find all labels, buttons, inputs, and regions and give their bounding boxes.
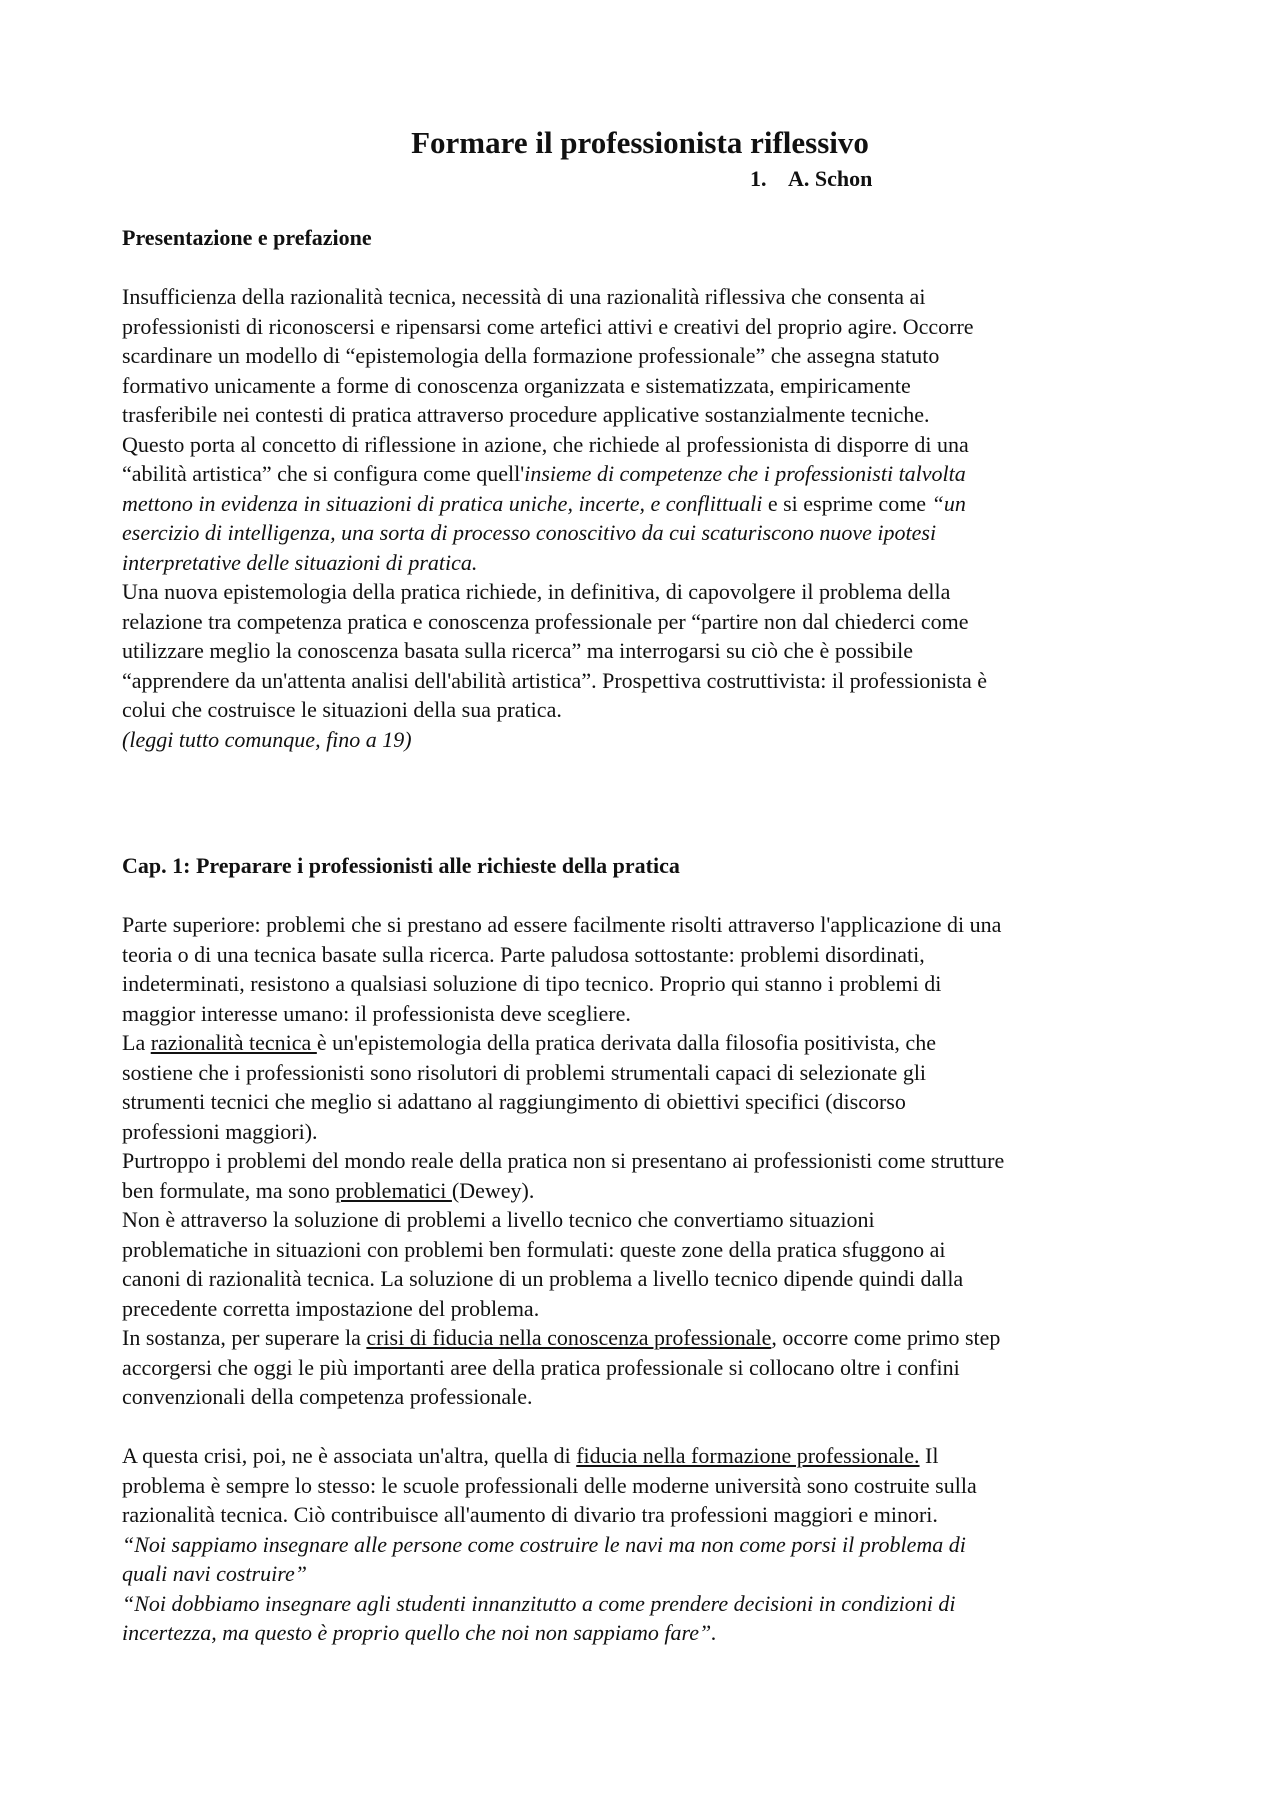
section-body-presentazione <box>122 282 1172 754</box>
paragraph-soluzione-problemi <box>122 1205 1172 1323</box>
text-line: relazione tra competenza pratica e conoscenza professionale per “partire non dal chiederci come <box>122 608 969 634</box>
text-run: è un'epistemologia della pratica derivata dalla filosofia positivista, che <box>316 1030 936 1055</box>
text-line: formativo unicamente a forme di conoscenza organizzata e sistematizzata, empiricamente <box>122 372 911 398</box>
text-run: ben formulate, ma sono <box>122 1177 336 1203</box>
italic-note: (leggi tutto comunque, fino a 19) <box>122 726 412 752</box>
text-line: trasferibile nei contesti di pratica attraverso procedure applicative sostanzialmente tecniche. <box>122 402 930 427</box>
section-heading-presentazione: Presentazione e prefazione <box>122 225 372 250</box>
text-run: “abilità artistica” che si configura come quell' <box>122 461 525 486</box>
text-line: Parte superiore: problemi che si prestano ad essere facilmente risolti attraverso l'applicazione di una <box>122 912 1002 937</box>
text-line: professionisti di riconoscersi e ripensarsi come artefici attivi e creativi del proprio agire. Occorre <box>122 313 974 339</box>
italic-quote: “Noi dobbiamo insegnare agli studenti innanzitutto a come prendere decisioni in condizioni di <box>122 1590 956 1616</box>
text-line: Insufficienza della razionalità tecnica, necessità di una razionalità riflessiva che consenta ai <box>122 284 926 309</box>
text-line: razionalità tecnica. Ciò contribuisce all'aumento di divario tra professioni maggiori e minori. <box>122 1502 938 1527</box>
text-line: “apprendere da un'attenta analisi dell'abilità artistica”. Prospettiva costruttivista: il professionista è <box>122 667 988 693</box>
paragraph-epistemologia <box>122 577 1172 725</box>
italic-quote: quali navi costruire” <box>122 1561 307 1586</box>
text-run: , occorre come primo step <box>771 1325 1001 1350</box>
author-name: A. Schon <box>788 166 873 191</box>
reading-note <box>122 725 1172 755</box>
quote-decisioni <box>122 1589 1172 1648</box>
text-line: precedente corretta impostazione del problema. <box>122 1295 540 1321</box>
paragraph-razionalita-tecnica <box>122 1028 1172 1146</box>
text-run: La <box>122 1030 151 1055</box>
paragraph-problematici <box>122 1146 1172 1205</box>
text-line: canoni di razionalità tecnica. La soluzione di un problema a livello tecnico dipende quindi dalla <box>122 1266 964 1291</box>
paragraph-parte-superiore <box>122 910 1172 1028</box>
text-line: Questo porta al concetto di riflessione in azione, che richiede al professionista di disporre di una <box>122 431 969 457</box>
text-line: strumenti tecnici che meglio si adattano al raggiungimento di obiettivi specifici (discorso <box>122 1089 906 1114</box>
underlined-term: fiducia nella formazione professionale. <box>576 1443 920 1468</box>
author-line <box>750 165 872 193</box>
paragraph-crisi-fiducia <box>122 1323 1172 1412</box>
text-line: maggior interesse umano: il professionista deve scegliere. <box>122 1000 631 1026</box>
text-line <box>122 1323 1172 1353</box>
author-list-number: 1. <box>750 166 767 191</box>
text-line <box>122 489 1172 519</box>
text-line: utilizzare meglio la conoscenza basata sulla ricerca” ma interrogarsi su ciò che è possibile <box>122 638 914 663</box>
italic-quote: esercizio di intelligenza, una sorta di processo conoscitivo da cui scaturiscono nuove ipotesi <box>122 520 937 545</box>
text-line: problema è sempre lo stesso: le scuole professionali delle moderne università sono costruite sulla <box>122 1472 977 1498</box>
italic-quote: interpretative delle situazioni di pratica. <box>122 549 478 575</box>
text-line <box>122 459 1172 489</box>
text-line: colui che costruisce le situazioni della sua pratica. <box>122 697 562 722</box>
paragraph-formazione <box>122 1441 1172 1530</box>
paragraph-blank-spacer <box>122 1412 1172 1442</box>
text-run: e si esprime come <box>762 490 932 516</box>
section-heading-cap1: Cap. 1: Preparare i professionisti alle richieste della pratica <box>122 853 680 878</box>
italic-quote: incertezza, ma questo è proprio quello che noi non sappiamo fare”. <box>122 1620 717 1645</box>
text-run: Il <box>919 1443 939 1468</box>
italic-quote: “un <box>931 490 966 516</box>
text-run: A questa crisi, poi, ne è associata un'altra, quella di <box>122 1443 577 1468</box>
text-line: problematiche in situazioni con problemi ben formulati: queste zone della pratica sfuggono ai <box>122 1236 946 1262</box>
text-line: accorgersi che oggi le più importanti aree della pratica professionale si collocano oltre i confini <box>122 1354 960 1380</box>
text-line: sostiene che i professionisti sono risolutori di problemi strumentali capaci di selezionate gli <box>122 1059 927 1085</box>
text-line: Non è attraverso la soluzione di problemi a livello tecnico che convertiamo situazioni <box>122 1207 875 1232</box>
underlined-term: razionalità tecnica <box>150 1030 317 1055</box>
text-line: scardinare un modello di “epistemologia della formazione professionale” che assegna statuto <box>122 343 940 368</box>
quote-navi <box>122 1530 1172 1589</box>
text-line: indeterminati, resistono a qualsiasi soluzione di tipo tecnico. Proprio qui stanno i problemi di <box>122 971 942 996</box>
text-run: (Dewey). <box>451 1177 535 1203</box>
underlined-term: crisi di fiducia nella conoscenza professionale <box>366 1325 772 1350</box>
italic-quote: insieme di competenze che i professionisti talvolta <box>524 461 966 486</box>
italic-quote: mettono in evidenza in situazioni di pratica uniche, incerte, e conflittuali <box>122 490 763 516</box>
text-line: Una nuova epistemologia della pratica richiede, in definitiva, di capovolgere il problema della <box>122 579 951 604</box>
underlined-term: problematici <box>335 1177 452 1203</box>
text-line: convenzionali della competenza professionale. <box>122 1384 533 1409</box>
text-run: In sostanza, per superare la <box>122 1325 367 1350</box>
section-body-cap1 <box>122 910 1172 1648</box>
text-line <box>122 1176 1172 1206</box>
text-line: Purtroppo i problemi del mondo reale della pratica non si presentano ai professionisti come strutture <box>122 1148 1005 1173</box>
italic-quote: “Noi sappiamo insegnare alle persone come costruire le navi ma non come porsi il problema di <box>122 1531 966 1557</box>
text-line: professioni maggiori). <box>122 1118 318 1144</box>
text-line <box>122 1441 1172 1471</box>
text-line <box>122 1028 1172 1058</box>
paragraph-intro <box>122 282 1172 577</box>
text-line: teoria o di una tecnica basate sulla ricerca. Parte paludosa sottostante: problemi disordinati, <box>122 941 925 967</box>
document-title: Formare il professionista riflessivo <box>411 125 869 160</box>
